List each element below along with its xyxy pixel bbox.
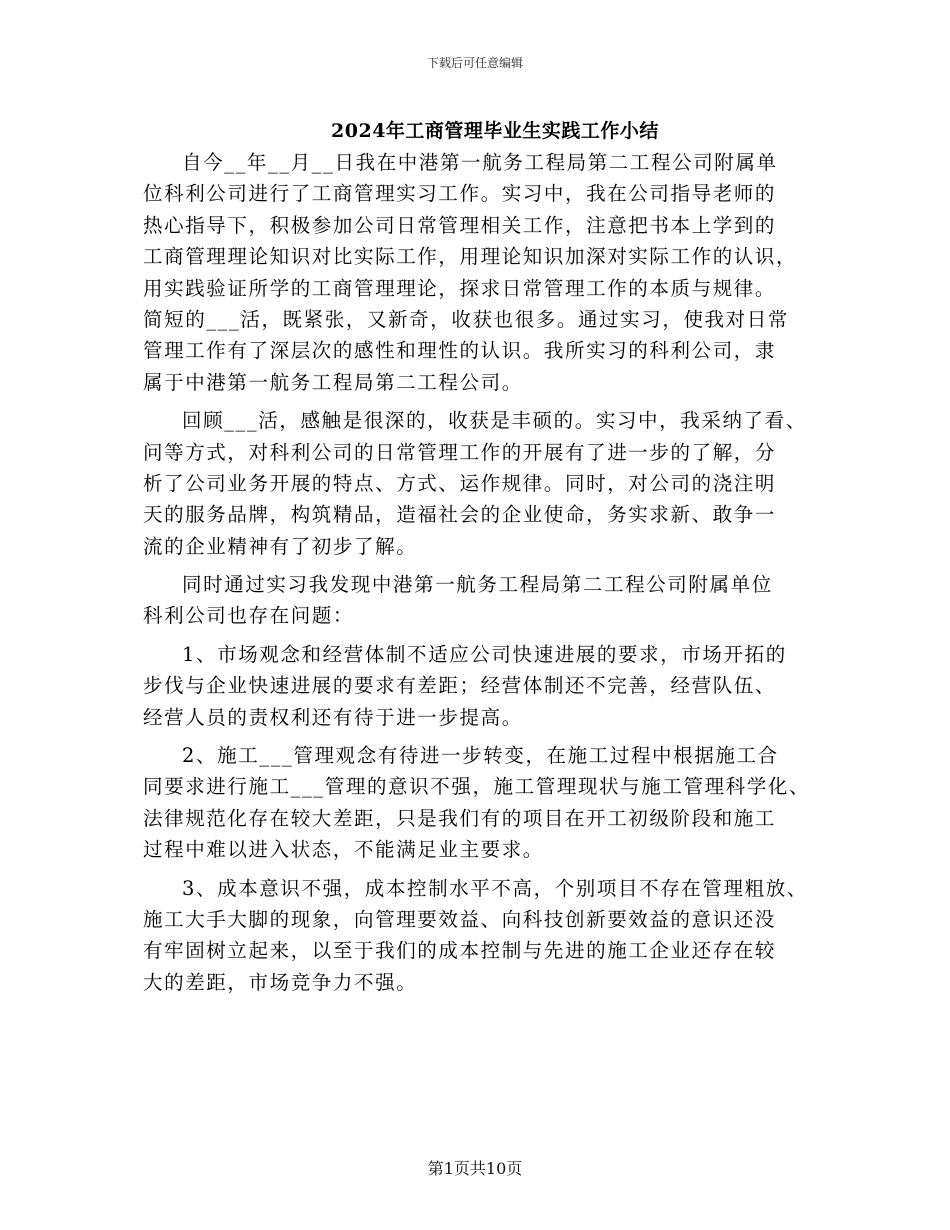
paragraph-line: 同时通过实习我发现中港第一航务工程局第二工程公司附属单位 bbox=[182, 573, 773, 597]
paragraph-line: 法律规范化存在较大差距，只是我们有的项目在开工初级阶段和施工 bbox=[143, 806, 777, 830]
paragraph bbox=[143, 405, 825, 562]
paragraph-line: 流的企业精神有了初步了解。 bbox=[143, 534, 418, 558]
paragraph bbox=[143, 639, 825, 733]
paragraph-line: 1、市场观念和经营体制不适应公司快速进展的要求，市场开拓的 bbox=[182, 642, 787, 666]
paragraph bbox=[143, 147, 825, 398]
paragraph-line: 科利公司也存在问题： bbox=[143, 604, 355, 628]
paragraph-line: 位科利公司进行了工商管理实习工作。实习中，我在公司指导老师的 bbox=[143, 182, 777, 206]
paragraph-line: 步伐与企业快速进展的要求有差距；经营体制还不完善，经营队伍、 bbox=[143, 674, 777, 698]
paragraph-line: 过程中难以进入状态，不能满足业主要求。 bbox=[143, 838, 544, 862]
paragraph bbox=[143, 873, 825, 999]
paragraph-line: 回顾___活，感触是很深的，收获是丰硕的。实习中，我采纳了看、 bbox=[182, 409, 807, 433]
page-number-footer: 第1页共10页 bbox=[427, 1159, 523, 1178]
paragraph-line: 大的差距，市场竞争力不强。 bbox=[143, 970, 418, 994]
paragraph-line: 管理工作有了深层次的感性和理性的认识。我所实习的科利公司，隶 bbox=[143, 339, 777, 363]
paragraph-line: 析了公司业务开展的特点、方式、运作规律。同时，对公司的浇注明 bbox=[143, 471, 777, 495]
paragraph-line: 问等方式，对科利公司的日常管理工作的开展有了进一步的了解，分 bbox=[143, 440, 777, 464]
paragraph-line: 属于中港第一航务工程局第二工程公司。 bbox=[143, 370, 523, 394]
paragraph-line: 同要求进行施工___管理的意识不强，施工管理现状与施工管理科学化、 bbox=[143, 775, 811, 799]
document-title: 2024年工商管理毕业生实践工作小结 bbox=[331, 120, 659, 142]
paragraph-line: 自今__年__月__日我在中港第一航务工程局第二工程公司附属单 bbox=[182, 151, 778, 174]
paragraph-line: 天的服务品牌，构筑精品，造福社会的企业使命，务实求新、敢争一 bbox=[143, 503, 777, 527]
paragraph-line: 用实践验证所学的工商管理理论，探求日常管理工作的本质与规律。 bbox=[143, 276, 777, 300]
paragraph-line: 施工大手大脚的现象，向管理要效益、向科技创新要效益的意识还没 bbox=[143, 907, 777, 931]
paragraph-line: 热心指导下，积极参加公司日常管理相关工作，注意把书本上学到的 bbox=[143, 213, 777, 237]
paragraph-line: 经营人员的责权利还有待于进一步提高。 bbox=[143, 705, 523, 729]
paragraph-line: 2、施工___管理观念有待进一步转变，在施工过程中根据施工合 bbox=[182, 744, 779, 768]
paragraph bbox=[143, 569, 825, 632]
paragraph-line: 简短的___活，既紧张，又新奇，收获也很多。通过实习，使我对日常 bbox=[143, 307, 789, 331]
paragraph-line: 工商管理理论知识对比实际工作，用理论知识加深对实际工作的认识， bbox=[143, 245, 798, 269]
paragraph bbox=[143, 740, 825, 866]
header-note: 下载后可任意编辑 bbox=[426, 56, 523, 70]
paragraph-line: 有牢固树立起来，以至于我们的成本控制与先进的施工企业还存在较 bbox=[143, 939, 777, 963]
paragraph-line: 3、成本意识不强，成本控制水平不高，个别项目不存在管理粗放、 bbox=[182, 876, 808, 900]
document-body bbox=[143, 147, 825, 1005]
